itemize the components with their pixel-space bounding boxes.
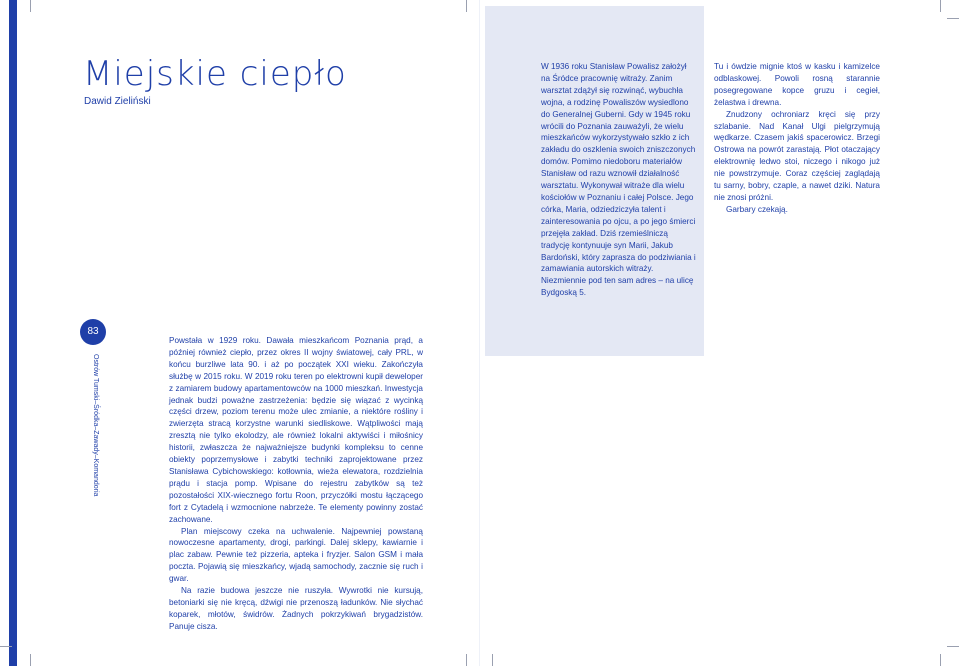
paragraph: Znudzony ochroniarz kręci się przy szlabanie. Nad Kanał Ulgi pielgrzymują wędkarze. Czasem jakiś spacerowicz. Brzegi Ostrowa na powrót zarastają. Płot otaczający elektrownię ledwo stoi, niczego i nikogo już nie powstrzymuje. Coraz częściej zaglądają tu sarny, bobry, czaple, a nawet dziki. Natura nie znosi próżni. [714,109,880,202]
crop-mark [940,654,941,666]
crop-mark [947,646,959,647]
crop-mark [940,0,941,12]
chapter-title: Miejskie ciepło [83,54,347,94]
paragraph: Garbary czekają. [726,204,788,214]
crop-mark [947,18,959,19]
paragraph: Powstała w 1929 roku. Dawała mieszkańcom Poznania prąd, a później również ciepło, przez okres II wojny światowej, cały PRL, w końcu burzliwe lata 90. i aż po początek XXI wieku. Zakończyła służbę w 2015 roku. W 2019 roku teren po elektrowni kupił deweloper z zamiarem budowy apartamentowców na 1000 mieszkań. Inwestycja jednak budzi poważne zastrzeżenia: będzie się wiązać z wycinką części drzew, poziom terenu może ulec zmianie, a niektóre rośliny i zwierzęta stracą korzystne warunki siedliskowe. Wątpliwości mają zresztą nie tylko ekolodzy, ale również lokalni aktywiści i miłośnicy historii, zwłaszcza że najważniejsze budynki kompleksu to cenne obiekty poprzemysłowe i zabytki techniki zaprojektowane przez Stanisława Cybichowskiego: kotłownia, wieża elewatora, rozdzielnia prądu i stacja pomp. Wpisane do rejestru zabytków są też pozostałości XIX-wiecznego fortu Roon, przyczółki mostu łączącego fort z Cytadelą i wzmocnione nabrzeże. Te elementy powinny zostać zachowane. [169,336,423,524]
crop-mark [30,654,31,666]
accent-strip [9,0,17,666]
running-head: Ostrów Tumski–Śródka–Zawady–Komandoria [92,354,99,497]
page-number-badge: 83 [80,319,106,345]
spread-divider [479,0,480,666]
paragraph: Tu i ówdzie mignie ktoś w kasku i kamizelce odblaskowej. Powoli rosną starannie posegregowane kopce gruzu i cegieł, żelastwa i drewna. [714,62,880,107]
body-column-left [169,335,423,633]
paragraph: Na razie budowa jeszcze nie ruszyła. Wywrotki nie kursują, betoniarki się nie kręcą, dźwigi nie przenoszą ładunków. Nie słychać koparek, młotów, świdrów. Żadnych pokrzykiwań brygadzistów. Panuje cisza. [169,586,423,631]
paragraph: Plan miejscowy czeka na uchwalenie. Najpewniej powstaną nowoczesne apartamenty, drogi, parkingi. Dalej sklepy, kawiarnie i plac zabaw. Pewnie też pizzeria, apteka i fryzjer. Salon GSM i mała poczta. Pojawią się mieszkańcy, wjadą samochody, zacznie się ruch i gwar. [169,526,423,584]
crop-mark [30,0,31,12]
crop-mark [492,654,493,666]
crop-mark [0,646,12,647]
sidebar-text-column [541,61,696,299]
crop-mark [466,654,467,666]
author-name: Dawid Zieliński [84,96,151,107]
body-column-right [714,61,880,216]
paragraph: W 1936 roku Stanisław Powalisz założył na Śródce pracownię witraży. Zanim warsztat zdążył się rozwinąć, wybuchła wojna, a rodzinę Powaliszów wysiedlono do Generalnej Guberni. Gdy w 1945 roku wrócili do Poznania zauważyli, że wielu mieszkańców wykorzystywało szkło z ich zakładu do oszklenia swoich zniszczonych domów. Pomimo niedoboru materiałów Stanisław od razu wznowił działalność warsztatu. Wykonywał witraże dla wielu kościołów w Poznaniu i całej Polsce. Jego córka, Maria, odziedziczyła talent i zainteresowania po ojcu, a po jego śmierci przejęła zakład. Dziś rzemieślniczą tradycję kontynuuje syn Marii, Jakub Bardoński, który zaprasza do podziwiania i zamawiania autorskich witraży. Niezmiennie pod ten sam adres – na ulicę Bydgoską 5. [541,62,696,298]
crop-mark [466,0,467,12]
